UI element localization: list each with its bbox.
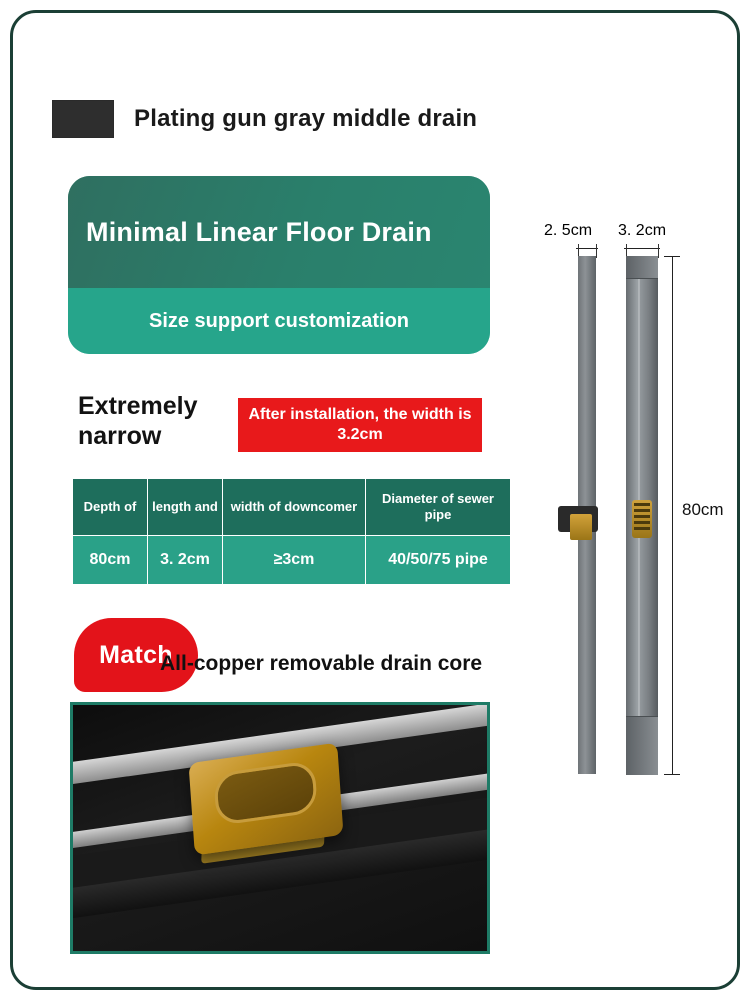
color-swatch-label: Plating gun gray middle drain [134, 105, 478, 132]
table-header-cell: length and [148, 479, 223, 536]
width-callout [238, 398, 482, 452]
product-photo [73, 705, 487, 951]
dimension-guide [658, 244, 659, 258]
headline-banner-bottom [68, 288, 490, 354]
drain-cap-top [626, 256, 658, 279]
drain-outlet-copper [570, 514, 592, 540]
height-dimension-tick-top [664, 256, 680, 257]
technical-drawing [540, 222, 724, 802]
match-badge-label: Match [99, 640, 173, 669]
drain-cap-bottom [626, 716, 658, 775]
table-cell: ≥3cm [223, 536, 366, 585]
drain-core-caption: All-copper removable drain core [160, 652, 483, 675]
spec-table [72, 478, 511, 585]
table-header-cell: Diameter of sewer pipe [366, 479, 511, 536]
height-dimension-label: 80cm [682, 500, 724, 519]
dimension-tick-left [576, 248, 598, 249]
table-cell: 80cm [73, 536, 148, 585]
headline-banner [68, 176, 490, 354]
height-dimension-line [672, 256, 673, 774]
table-header-cell: width of downcomer [223, 479, 366, 536]
width-callout-text: After installation, the width is 3.2cm [248, 406, 472, 443]
headline-banner-top [68, 176, 490, 288]
table-row [73, 536, 511, 585]
headline-subtitle: Size support customization [148, 309, 410, 332]
table-header-row [73, 479, 511, 536]
dimension-label-left: 2. 5cm [544, 222, 593, 239]
color-swatch-row [52, 100, 477, 138]
color-swatch [52, 100, 114, 138]
photo-core-opening [213, 760, 318, 826]
height-dimension-tick-bottom [664, 774, 680, 775]
dimension-tick-right [624, 248, 660, 249]
table-header-cell: Depth of [73, 479, 148, 536]
table-cell: 40/50/75 pipe [366, 536, 511, 585]
headline-title: Minimal Linear Floor Drain [86, 216, 432, 247]
dimension-guide [596, 244, 597, 258]
dimension-label-right: 3. 2cm [618, 222, 667, 239]
drain-core-grill [632, 500, 652, 538]
product-photo-card [70, 702, 490, 954]
table-cell: 3. 2cm [148, 536, 223, 585]
narrow-feature-label: Extremely narrow [78, 392, 198, 450]
